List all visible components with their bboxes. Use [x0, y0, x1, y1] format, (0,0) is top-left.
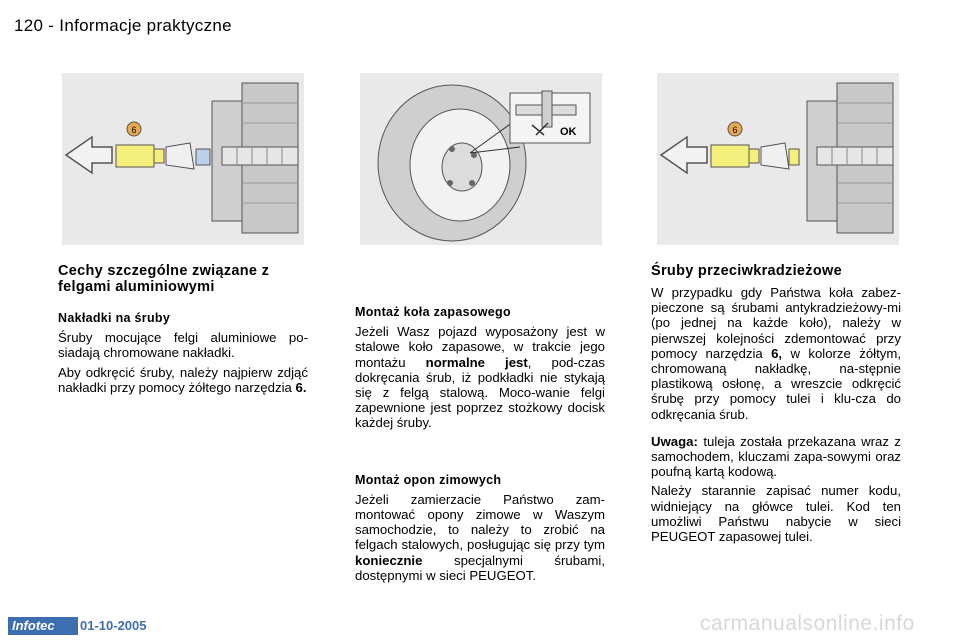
- arrow-left-icon: [661, 137, 707, 173]
- bolt-shape: [222, 147, 298, 165]
- page-number: 120: [14, 16, 44, 35]
- bolt-shape: [817, 147, 893, 165]
- illustration-spare-wheel: [360, 73, 602, 245]
- paragraph: Jeżeli zamierzacie Państwo zam-montować opony zimowe w Waszym samochodzie, to należy to zrobić na felgach stalowych, posługując się przy tym koniecznie specjalnymi śrubami, dostępnymi w sieci PEUGEOT.: [355, 491, 605, 583]
- header-separator: -: [48, 16, 55, 35]
- arrow-left-icon: [66, 137, 112, 173]
- subheading: Montaż koła zapasowego: [355, 305, 511, 319]
- illustration-cap-removal: [62, 73, 304, 245]
- subheading: Montaż opon zimowych: [355, 472, 502, 487]
- paragraph: Należy starannie zapisać numer kodu, widniejący na główce tulei. Kod ten umożliwi Państwu nabycie w sieci PEUGEOT zapasowej tulei.: [651, 483, 901, 545]
- left-column: [58, 263, 308, 399]
- infotec-logo: Infotec: [8, 617, 78, 635]
- chrome-cap-shape: [196, 149, 210, 165]
- section-heading: Cechy szczególne związane z felgami aluminiowymi: [58, 263, 270, 295]
- paragraph: W przypadku gdy Państwa koła zabez-pieczone są śrubami antykradzieżowy-mi (po jednej na każde koło), należy w pierwszej kolejności zdemontować przy pomocy narzędzia 6, w kolorze żółtym, chromowaną nakładkę, na-stępnie plastikową osłonę, a wreszcie odkręcić śrubę przy pomocy tulei i klu-cza do odkręcania śrub.: [651, 285, 901, 422]
- middle-column: [355, 305, 605, 587]
- paragraph: Aby odkręcić śruby, należy najpierw zdjąć nakładki przy pomocy żółtego narzędzia 6.: [58, 364, 308, 395]
- yellow-tool-shape: [116, 145, 154, 167]
- subheading: Nakładki na śruby: [58, 311, 171, 325]
- tool-badge: 6: [732, 125, 738, 135]
- footer-date: 01-10-2005: [80, 618, 147, 633]
- section-heading: Śruby przeciwkradzieżowe: [651, 263, 842, 279]
- paragraph: Śruby mocujące felgi aluminiowe po-siadają chromowane nakładki.: [58, 330, 308, 361]
- ok-label: OK: [560, 126, 577, 138]
- illustration-antitheft-bolt: [657, 73, 899, 245]
- cap-removal-drawing: [62, 73, 304, 245]
- antitheft-bolt-drawing: [657, 73, 899, 245]
- yellow-tool-shape: [711, 145, 749, 167]
- watermark: carmanualsonline.info: [700, 612, 915, 635]
- right-column: [651, 263, 901, 548]
- page-title: Informacje praktyczne: [59, 16, 232, 35]
- note-paragraph: Uwaga: tuleja została przekazana wraz z samochodem, kluczami zapa-sowymi oraz poufną kartą kodową.: [651, 433, 901, 480]
- page-header: [14, 16, 232, 36]
- spare-wheel-drawing: [360, 73, 602, 245]
- tool-badge: 6: [131, 125, 137, 135]
- paragraph: Jeżeli Wasz pojazd wyposażony jest w stalowe koło zapasowe, w trakcie jego montażu normalne jest, pod-czas dokręcania śrub, iż podkładki nie stykają się z felgą stalową. Moco-wanie felgi zapewnione jest poprzez stożkowy docisk każdej śruby.: [355, 324, 606, 431]
